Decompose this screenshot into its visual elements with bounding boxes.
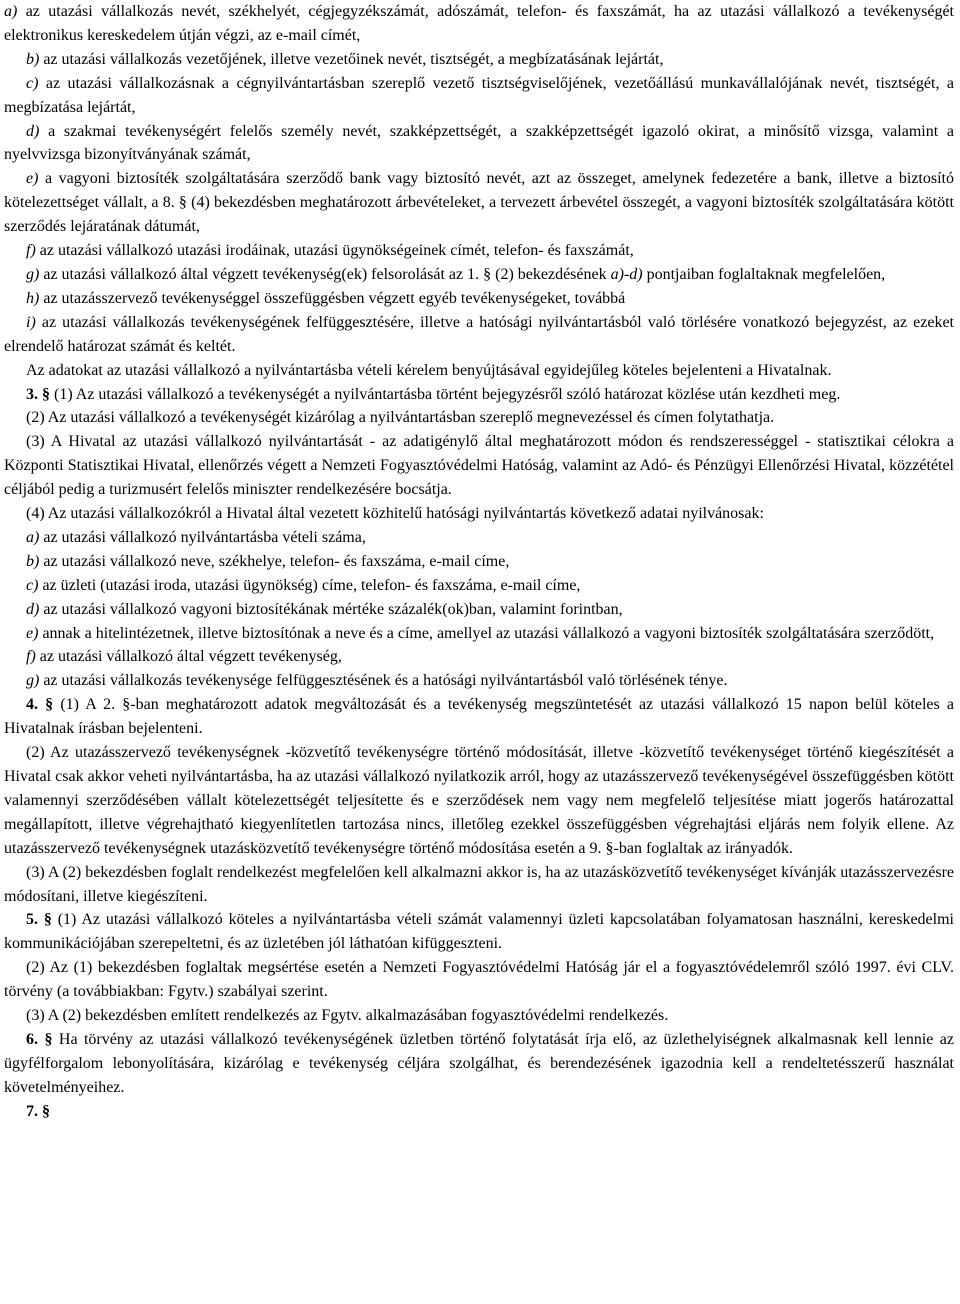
paragraph: [4, 550, 954, 574]
paragraph-text: (2) Az (1) bekezdésben foglaltak megsértése esetén a Nemzeti Fogyasztóvédelmi Hatóság jár el a fogyasztóvédelemről szóló 1997. évi CLV. törvény (a továbbiakban: Fgytv.) szabályai szerint.: [4, 959, 954, 1001]
point-reference: a)-d): [610, 265, 643, 283]
paragraph: [4, 956, 954, 1004]
paragraph-text: az utazási vállalkozó nyilvántartásba vételi száma,: [39, 528, 366, 546]
paragraph-text: (4) Az utazási vállalkozókról a Hivatal által vezetett közhitelű hatósági nyilvántartás következő adatai nyilvánosak:: [26, 505, 764, 523]
paragraph-text-continued: pontjaiban foglaltaknak megfelelően,: [642, 265, 886, 283]
paragraph-text: az utazási vállalkozó által végzett tevékenység(ek) felsorolását az 1. § (2) bekezdésének: [39, 265, 611, 283]
paragraph-text: a vagyoni biztosíték szolgáltatására szerződő bank vagy biztosító nevét, azt az összeget, amelynek fedezetére a bank, illetve a biztosító kötelezettséget vállalt, a 8. § (4) bekezdésben meghatározott árbevételeket, a tervezett árbevétel összegét, a vagyoni biztosíték szolgáltatására kötött szerződés lejáratának dátumát,: [4, 170, 954, 236]
paragraph-text: (1) A 2. §-ban meghatározott adatok megváltozását és a tevékenység megszüntetését az utazási vállalkozó 15 napon belül köteles a Hivatalnak írásban bejelenteni.: [4, 696, 954, 738]
point-label: e): [26, 170, 39, 188]
paragraph: [4, 526, 954, 550]
point-label: g): [26, 265, 40, 283]
paragraph: [4, 120, 954, 168]
paragraph-text: az utazási vállalkozás vezetőjének, illetve vezetőinek nevét, tisztségét, a megbízatásának lejártát,: [39, 50, 664, 68]
paragraph: [4, 263, 954, 287]
paragraph: [4, 1100, 954, 1124]
point-label: f): [26, 648, 36, 666]
paragraph-text: (2) Az utazási vállalkozó a tevékenységét kizárólag a nyilvántartásban szereplő megnevezéssel és címen folytathatja.: [26, 409, 775, 427]
paragraph-text: (2) Az utazásszervező tevékenységnek -közvetítő tevékenységre történő módosítását, illetve -közvetítő tevékenységet történő kiegészítését a Hivatal csak akkor veheti nyilvántartásba, ha az utazási vállalkozó nyilatkozik arról, hogy az utazásszervező tevékenységével összefüggésben kötött valamennyi szerződésében vállalt kötelezettségét teljesítette és e szerződések nem vagy nem megfelelő teljesítése miatt jogerős határozattal megállapított, illetve végrehajtható kiegyenlítetlen tartozása nincs, illetőleg ezekkel összefüggésben végrehajtási eljárás nem folyik ellene. Az utazásszervező tevékenységnek utazásközvetítő tevékenységre történő módosítása esetén a 9. §-ban foglaltak az irányadók.: [4, 744, 954, 857]
paragraph-text: az utazási vállalkozásnak a cégnyilvántartásban szereplő vezető tisztségviselőjének, vezetőállású munkavállalójának nevét, tisztségét, a megbízatása lejártát,: [4, 74, 954, 116]
paragraph-text: az utazásszervező tevékenységgel összefüggésben végzett egyéb tevékenységeket, továbbá: [39, 289, 626, 307]
paragraph: [4, 406, 954, 430]
point-label: b): [26, 552, 40, 570]
paragraph: [4, 861, 954, 909]
paragraph: [4, 1004, 954, 1028]
paragraph: [4, 669, 954, 693]
point-label: d): [26, 122, 40, 140]
point-label: f): [26, 242, 36, 260]
paragraph: [4, 0, 954, 48]
section-number: 5. §: [26, 911, 52, 929]
paragraph: [4, 622, 954, 646]
paragraph-text: (1) Az utazási vállalkozó köteles a nyilvántartásba vételi számát valamennyi üzleti kapcsolatában folyamatosan használni, kereskedelmi kommunikációjában szerepeltetni, és az üzletében jól láthatóan kifüggeszteni.: [4, 911, 954, 953]
section-number: 7. §: [26, 1102, 50, 1120]
paragraph-text: Ha törvény az utazási vállalkozó tevékenységének üzletben történő folytatását írja elő, az üzlethelyiségnek alkalmasnak kell lennie az ügyfélforgalom lebonyolítására, kizárólag e tevékenység céljára szolgálhat, és berendezésének igazodnia kell a rendeltetésszerű használat követelményeihez.: [4, 1030, 955, 1096]
point-label: a): [4, 3, 18, 20]
paragraph: [4, 359, 954, 383]
point-label: e): [26, 624, 39, 642]
point-label: c): [26, 576, 39, 594]
paragraph: [4, 383, 954, 407]
paragraph: [4, 598, 954, 622]
section-number: 3. §: [26, 385, 50, 403]
point-label: h): [26, 289, 40, 307]
paragraph-text: az utazási vállalkozó utazási irodáinak, utazási ügynökségeinek címét, telefon- és faxszámát,: [35, 242, 634, 260]
paragraph-text: (3) A Hivatal az utazási vállalkozó nyilvántartását - az adatigénylő által meghatározott módon és rendszerességgel - statisztikai célokra a Központi Statisztikai Hivatal, ellenőrzés végett a Nemzeti Fogyasztóvédelmi Hatóság, valamint az Adó- és Pénzügyi Ellenőrzési Hivatal, közzététel céljából pedig a turizmusért felelős miniszter rendelkezésére bocsátja.: [4, 433, 954, 499]
paragraph: [4, 48, 954, 72]
paragraph: [4, 430, 954, 502]
paragraph: [4, 167, 954, 239]
point-label: g): [26, 672, 40, 690]
paragraph-text: az utazási vállalkozó által végzett tevékenység,: [35, 648, 342, 666]
point-label: b): [26, 50, 40, 68]
paragraph-text: az utazási vállalkozás tevékenységének felfüggesztésére, illetve a hatósági nyilvántartásból való törlésére vonatkozó bejegyzést, az ezeket elrendelő határozat számát és keltét.: [4, 313, 954, 355]
paragraph-text: (3) A (2) bekezdésben foglalt rendelkezést megfelelően kell alkalmazni akkor is, ha az utazásközvetítő tevékenységet kívánják utazásszervezésre módosítani, illetve kiegészíteni.: [4, 863, 954, 905]
paragraph: [4, 693, 954, 741]
paragraph-text: a szakmai tevékenységért felelős személy nevét, szakképzettségét, a szakképzettségét igazoló okirat, a minősítő vizsga, valamint a nyelvvizsga bizonyítványának számát,: [4, 122, 954, 164]
point-label: i): [26, 313, 36, 331]
paragraph-text: az utazási vállalkozás tevékenysége felfüggesztésének és a hatósági nyilvántartásból való törlésének ténye.: [39, 672, 728, 690]
paragraph: [4, 502, 954, 526]
paragraph: [4, 645, 954, 669]
section-number: 6. §: [26, 1030, 53, 1048]
paragraph: [4, 908, 954, 956]
point-label: a): [26, 528, 40, 546]
paragraph: [4, 1028, 954, 1100]
paragraph-text: az utazási vállalkozás nevét, székhelyét, cégjegyzékszámát, adószámát, telefon- és faxszámát, ha az utazási vállalkozó a tevékenységét elektronikus kereskedelem útján végzi, az e-mail címét,: [4, 3, 954, 44]
paragraph: [4, 287, 954, 311]
paragraph-text: (1) Az utazási vállalkozó a tevékenységét a nyilvántartásba történt bejegyzésről szóló határozat közlése után kezdheti meg.: [50, 385, 841, 403]
paragraph: [4, 741, 954, 861]
paragraph-text: annak a hitelintézetnek, illetve biztosítónak a neve és a címe, amellyel az utazási vállalkozó a vagyoni biztosíték szolgáltatására szerződött,: [38, 624, 935, 642]
paragraph-text: Az adatokat az utazási vállalkozó a nyilvántartásba vételi kérelem benyújtásával egyidejűleg köteles bejelenteni a Hivatalnak.: [26, 361, 832, 379]
section-number: 4. §: [26, 696, 54, 714]
paragraph: [4, 72, 954, 120]
paragraph-text: az utazási vállalkozó neve, székhelye, telefon- és faxszáma, e-mail címe,: [39, 552, 510, 570]
paragraph: [4, 574, 954, 598]
paragraph-text: az üzleti (utazási iroda, utazási ügynökség) címe, telefon- és faxszáma, e-mail címe,: [38, 576, 581, 594]
point-label: c): [26, 74, 39, 92]
paragraph: [4, 311, 954, 359]
paragraph: [4, 239, 954, 263]
point-label: d): [26, 600, 40, 618]
paragraph-text: az utazási vállalkozó vagyoni biztosítékának mértéke százalék(ok)ban, valamint forintban,: [39, 600, 623, 618]
paragraph-text: (3) A (2) bekezdésben említett rendelkezés az Fgytv. alkalmazásában fogyasztóvédelmi rendelkezés.: [26, 1007, 669, 1025]
